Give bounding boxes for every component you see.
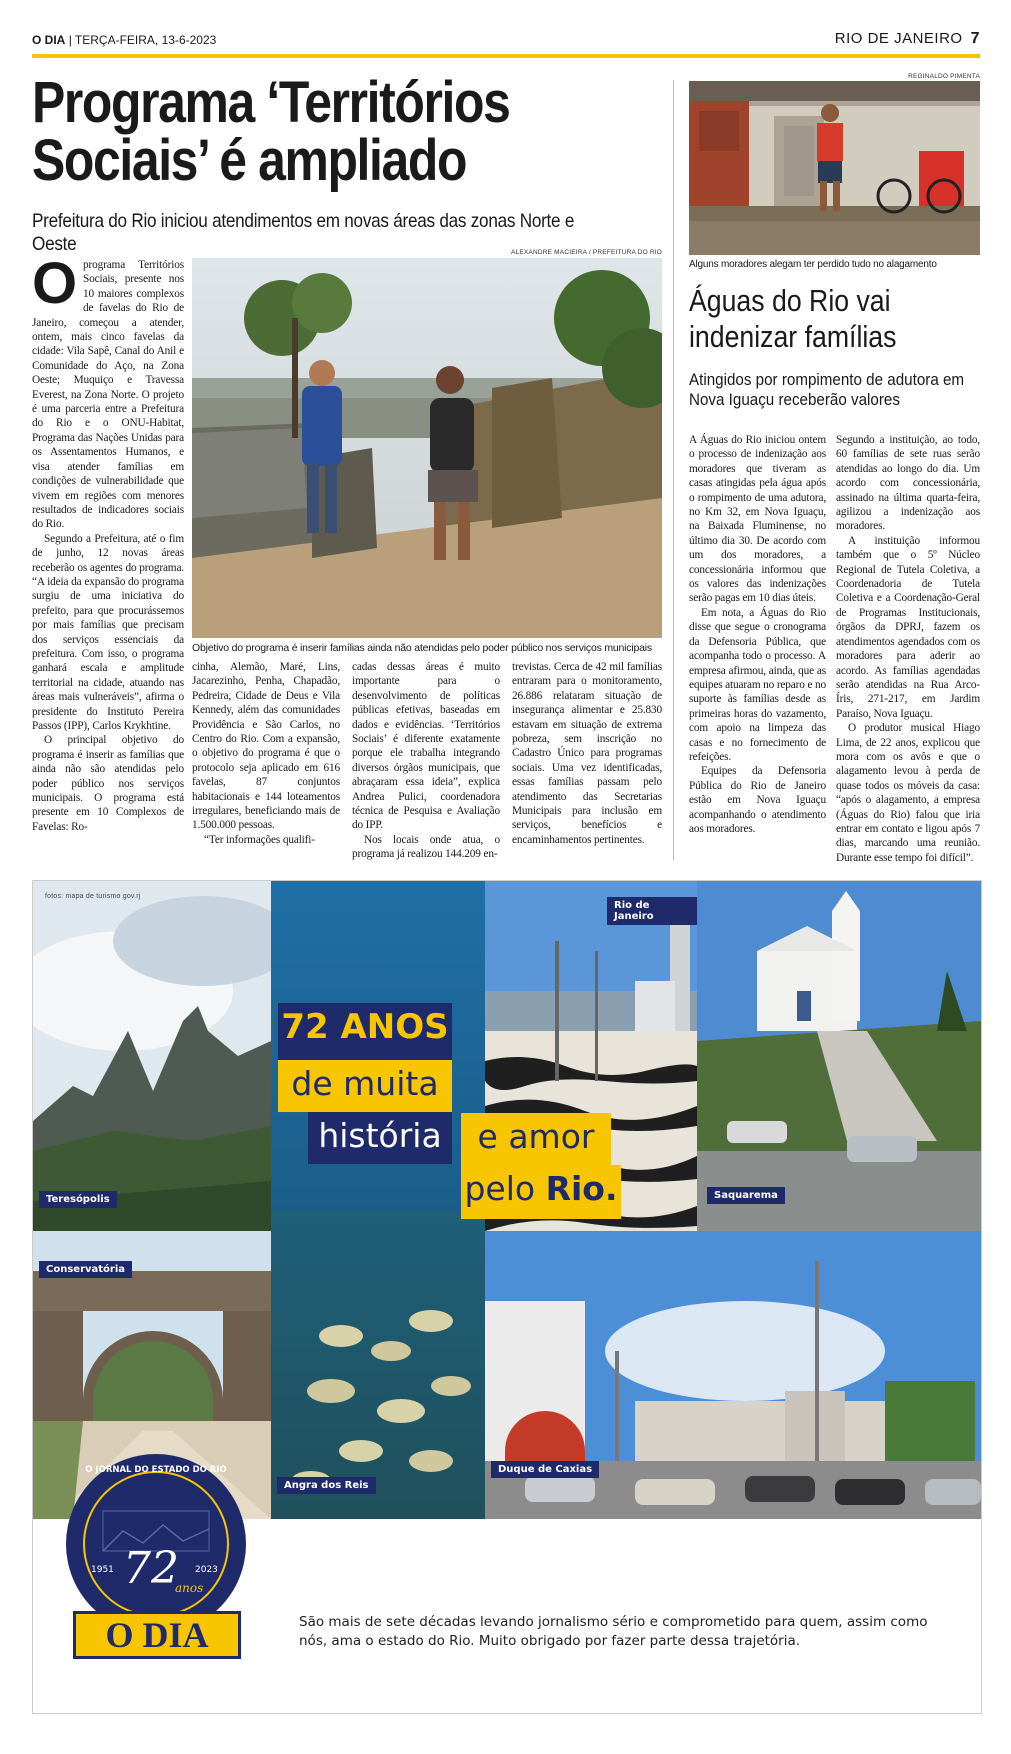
ad-headline-72: 72 ANOS bbox=[281, 1007, 449, 1047]
paragraph: “Ter informações qualifi- bbox=[204, 833, 315, 846]
paragraph: Em nota, a Águas do Rio disse que segue o cronograma da Defensoria Pública, que acompanha todo o processo. A empresa afirmou, ainda, que as equipes atuaram no reparo e no suporte às famílias desde as primeiras horas do vazamento, com apoio na limpeza das casas e no fornecimento de refeições. bbox=[689, 606, 826, 763]
paragraph: Segundo a Prefeitura, até o fim de junho, 12 novas áreas receberão os agentes do programa. “A ideia da expansão do programa surgiu de uma iniciativa do prefeito, para que procurássemos por mais famílias que precisam dos serviços essenciais da prefeitura. Com isso, o programa ganhará escala e amplitude territorial na cidade, atuando nas áreas mais vulneráveis”, afirma o presidente do Instituto Pereira Passos (IPP), Carlos Krykhtine. bbox=[32, 532, 184, 732]
mountain-image bbox=[33, 881, 271, 1231]
place-label: Angra dos Reis bbox=[277, 1477, 376, 1494]
side-column-2 bbox=[836, 433, 980, 865]
masthead-right bbox=[835, 30, 980, 48]
place-label: Conservatória bbox=[39, 1261, 132, 1278]
side-deck: Atingidos por rompimento de adutora em Nova Iguaçu receberão valores bbox=[689, 371, 965, 409]
paragraph: O produtor musical Hiago Lima, de 22 anos, explicou que mora com os avôs e que o alagamento levou à perda de quase todos os móveis da casa: “após o alagamento, a empresa (Águas do Rio) falou que iria entrar em contato e ligou após 7 dias, marcando uma reunião. Durante esse tempo foi difícil”. bbox=[836, 722, 980, 864]
ad-tagline: São mais de sete décadas levando jornalismo sério e comprometido para quem, assim como nós, ama o estado do Rio. Muito obrigado por fazer parte dessa trajetória. bbox=[299, 1614, 928, 1649]
seal-year-end: 2023 bbox=[195, 1565, 218, 1575]
main-deck: Prefeitura do Rio iniciou atendimentos em novas áreas das zonas Norte e Oeste bbox=[32, 210, 575, 255]
place-label: Saquarema bbox=[707, 1187, 785, 1204]
anniversary-ad[interactable] bbox=[32, 880, 982, 1714]
masthead-left bbox=[32, 33, 216, 47]
page-number: 7 bbox=[970, 30, 980, 47]
paragraph: A Águas do Rio iniciou ontem o processo de indenização aos moradores que tiveram as casas atingidas pela água após o rompimento de uma adutora, no Km 32, em Nova Iguaçu, na Baixada Fluminense, no último dia 30. De acordo com um dos moradores, a concessionária informou que os valores das indenizações serão pagas em 10 dias úteis. bbox=[689, 434, 826, 605]
place-label: Teresópolis bbox=[39, 1191, 117, 1208]
seal-anos: anos bbox=[175, 1581, 204, 1595]
ad-line-part: pelo bbox=[464, 1169, 546, 1208]
photo-credit: ALEXANDRE MACIEIRA / PREFEITURA DO RIO bbox=[511, 249, 662, 256]
side-photo bbox=[689, 81, 980, 255]
underwater-fish-image bbox=[271, 881, 485, 1519]
main-photo bbox=[192, 258, 662, 638]
photo-teresopolis bbox=[33, 881, 271, 1231]
main-column-4 bbox=[512, 660, 662, 847]
paragraph: Equipes da Defensoria Pública do Rio de Janeiro estão em Nova Iguaçu acompanhando o atendimento aos moradores. bbox=[689, 765, 826, 835]
separator: | bbox=[68, 33, 75, 47]
dropcap: O bbox=[32, 251, 77, 316]
side-headline bbox=[689, 283, 964, 355]
main-headline bbox=[32, 70, 565, 193]
paragraph: A instituição informou também que o 5º Núcleo Regional de Tutela Coletiva, a Coordenadoria de Tutela Coletiva e a Coordenação-Geral de Programas Institucionais, órgãos da DPRJ, fazem os atendimentos agendados com os moradores para aderir ao acordo. As famílias agendadas serão atendidas na Rua Arco-Íris, 271-217, em Jardim Paraíso, Nova Iguaçu. bbox=[836, 534, 980, 720]
paragraph: Segundo a instituição, ao todo, 60 famílias de sete ruas serão atendidas ao longo do dia. Um acordo com concessionária, assinado na última quarta-feira, agilizou a indenização aos moradores. bbox=[836, 434, 980, 533]
paragraph bbox=[32, 251, 184, 532]
issue-date: TERÇA-FEIRA, 13-6-2023 bbox=[74, 33, 217, 47]
place-label: Duque de Caxias bbox=[491, 1461, 599, 1478]
headline-line: Programa ‘Territórios bbox=[32, 70, 510, 135]
main-column-1 bbox=[32, 251, 184, 834]
paragraph: trevistas. Cerca de 42 mil famílias entraram para o monitoramento, 26.886 relataram situação de insegurança alimentar e 25.830 estavam em situação de extrema pobreza, sem inscrição no Cadastro Único para programas sociais. Uma vez identificadas, essas famílias passam pelo atendimento das Secretarias Municipais para inclusão em serviços, benefícios e encaminhamentos pertinentes. bbox=[512, 661, 662, 846]
paragraph: O principal objetivo do programa é inserir as famílias que ainda não são atendidas pelo poder público nos serviços municipais. O programa está presente em 10 Complexos de Favelas: Ro- bbox=[32, 734, 184, 833]
paragraph: cinha, Alemão, Maré, Lins, Jacarezinho, Penha, Chapadão, Pedreira, Cidade de Deus e Vila Kennedy, além das comunidades Providência e São Carlos, no Centro do Rio. Com a expansão, o objetivo do programa é que o protocolo seja aplicado em 616 favelas, 87 conjuntos habitacionais e 144 loteamentos irregulares, beneficiando mais de 1.500.000 pessoas. bbox=[192, 661, 340, 832]
main-photo-caption: Objetivo do programa é inserir famílias ainda não atendidas pelo poder público nos serviços municipais bbox=[192, 642, 652, 654]
main-column-3 bbox=[352, 660, 500, 862]
favela-scene-image bbox=[192, 258, 662, 638]
side-column-1 bbox=[689, 433, 826, 836]
headline-line: Águas do Rio vai bbox=[689, 283, 891, 318]
photo-angra bbox=[271, 881, 485, 1519]
headline-line: indenizar famílias bbox=[689, 319, 897, 354]
paper-name[interactable]: O DIA bbox=[32, 33, 66, 47]
paragraph: cadas dessas áreas é muito importante para o desenvolvimento de políticas públicas efetivas, baseadas em dados e evidências. ‘Territórios Sociais’ é diferente exatamente porque ele trabalha integrando diversos órgãos municipais, que abraçaram essa ideia”, explica Andrea Pulici, coordenadora técnica de Pesquisa e Avaliação do IPP. bbox=[352, 661, 500, 832]
ad-photo-credit: fotos: mapa de turismo gov.rj bbox=[45, 893, 141, 900]
main-column-2 bbox=[192, 660, 340, 847]
side-photo-caption: Alguns moradores alegam ter perdido tudo no alagamento bbox=[689, 259, 937, 270]
section-name[interactable]: RIO DE JANEIRO bbox=[834, 30, 963, 47]
masthead bbox=[32, 30, 980, 52]
seal-brand[interactable]: O DIA bbox=[105, 1615, 209, 1655]
paragraph-text: programa Territórios Sociais, presente nos 10 maiores complexos de favelas do Rio de Janeiro, começou a atender, ontem, mais cinco favelas da cidade: Vila Sapê, Canal do Anil e Comunidade do Aço, na Zona Oeste; Muquiço e Travessa Everest, na Zona Norte. O projeto é uma parceria entre a Prefeitura do Rio e o ONU-Habitat, Programa das Nações Unidas para os Assentamentos Humanos, e visa atender famílias em condições de vulnerabilidade que vivem em regiões com menores resultados de indicadores sociais do Rio. bbox=[32, 259, 184, 531]
ad-line: de muita bbox=[291, 1064, 439, 1103]
headline-line: Sociais’ é ampliado bbox=[32, 128, 467, 193]
church-hill-image bbox=[697, 881, 981, 1231]
side-photo-credit: REGINALDO PIMENTA bbox=[908, 73, 980, 80]
photo-saquarema bbox=[697, 881, 981, 1231]
place-label: Rio de Janeiro bbox=[607, 897, 697, 925]
anniversary-seal bbox=[63, 1451, 249, 1637]
seal-year-start: 1951 bbox=[91, 1565, 114, 1575]
flooded-house-image bbox=[689, 81, 980, 255]
seal-brand-box bbox=[73, 1611, 241, 1659]
ad-line: e amor bbox=[477, 1117, 595, 1156]
seal-number: 72 bbox=[123, 1543, 179, 1594]
seal-top-text: O JORNAL DO ESTADO DO RIO bbox=[85, 1465, 227, 1475]
header-rule bbox=[32, 54, 980, 58]
photo-duque-de-caxias bbox=[485, 1231, 981, 1519]
ad-line: história bbox=[318, 1116, 442, 1155]
column-divider bbox=[673, 80, 674, 860]
paragraph: Nos locais onde atua, o programa já realizou 144.209 en- bbox=[352, 833, 500, 861]
ad-line-emphasis: Rio. bbox=[545, 1169, 618, 1208]
ad-line bbox=[461, 1169, 621, 1208]
